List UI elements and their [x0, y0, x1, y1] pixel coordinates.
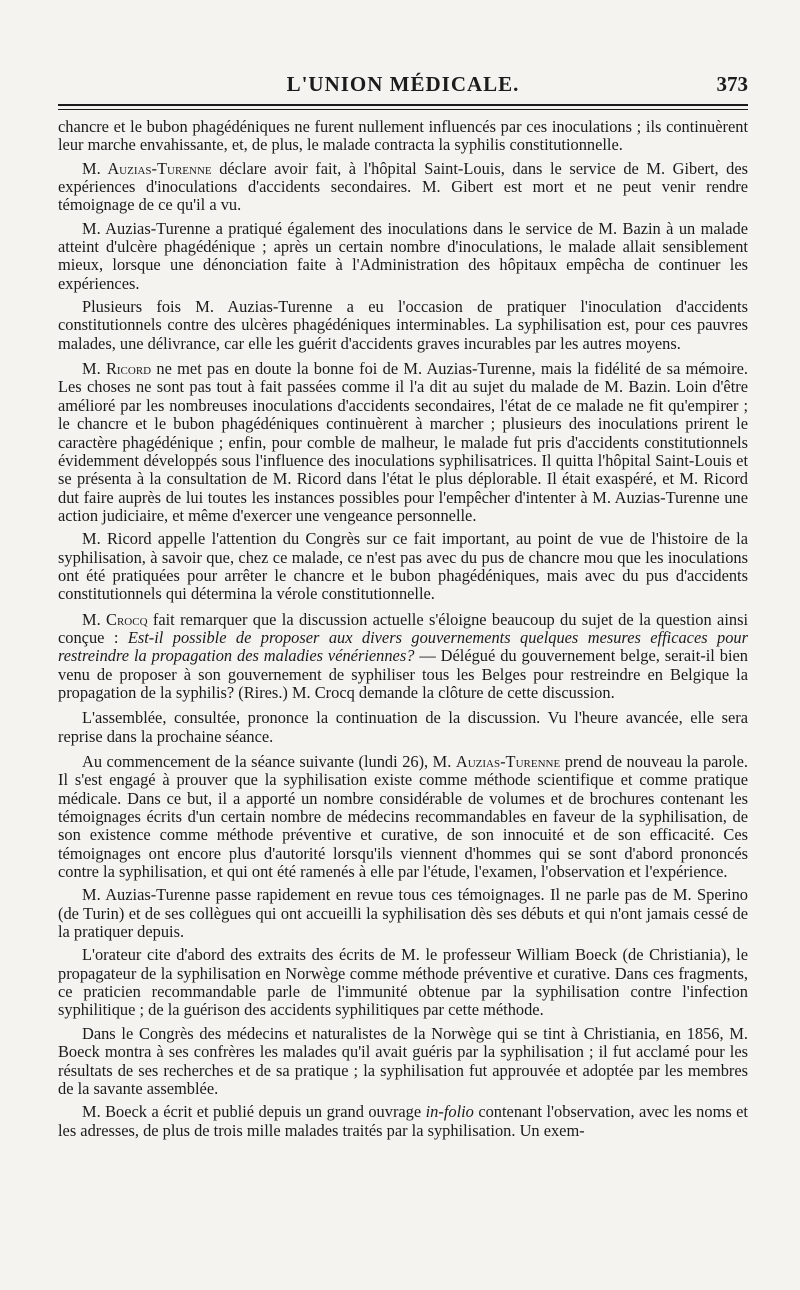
running-title: L'UNION MÉDICALE.: [286, 72, 520, 96]
paragraph: L'assemblée, consultée, prononce la continuation de la discussion. Vu l'heure avancée, elle sera reprise dans la prochaine séance.: [58, 708, 748, 746]
question-quote: Est-il possible de proposer aux divers gouvernements quelques mesures efficaces pour restreindre la propagation des maladies vénériennes?: [58, 627, 748, 666]
speaker-name: Auzias-Turenne: [455, 752, 561, 771]
paragraph: Au commencement de la séance suivante (lundi 26), M. Auzias-Turenne prend de nouveau la parole. Il s'est engagé à prouver que la syphilisation existe comme méthode scientifique et comme pratique médicale. Dans ce but, il a apporté un nombre considérable de volumes et de brochures contenant les témoignages écrits d'un certain nombre de médecins recommandables en faveur de la syphilisation, de son existence comme méthode préventive et curative, de son innocuité et de son efficacité. Ces témoignages ont encore plus d'autorité lorsqu'ils viennent d'hommes qui se sont d'abord prononcés contre la syphilisation, et qui ont été ramenés à elle par l'étude, l'examen, l'observation et l'expérience.: [58, 752, 748, 882]
page-header: [58, 72, 748, 102]
paragraph: chancre et le bubon phagédéniques ne furent nullement influencés par ces inoculations ; ils continuèrent leur marche envahissante, et, de plus, le malade contracta la syphilis constitutionnelle.: [58, 117, 748, 155]
page-number: 373: [716, 72, 748, 96]
italic-term: in-folio: [425, 1102, 474, 1122]
paragraph: M. Boeck a écrit et publié depuis un grand ouvrage in-folio contenant l'observation, avec les noms et les adresses, de plus de trois mille malades traités par la syphilisation. Un exem-: [58, 1102, 748, 1140]
paragraph: L'orateur cite d'abord des extraits des écrits de M. le professeur William Boeck (de Christiania), le propagateur de la syphilisation en Norwège comme méthode préventive et curative. Dans ces fragments, ce praticien recommandable parle de l'immunité obtenue par la syphilisation contre l'infection syphilitique ; de la guérison des accidents syphilitiques par cette méthode.: [58, 945, 748, 1020]
article-body: [58, 118, 748, 1145]
speaker-name: M. Auzias-Turenne: [82, 158, 212, 178]
paragraph: M. Crocq fait remarquer que la discussion actuelle s'éloigne beaucoup du sujet de la question ainsi conçue : Est-il possible de proposer aux divers gouvernements quelques mesures efficaces pour restreindre la propagation des maladies vénériennes? — Délégué du gouvernement belge, serait-il bien venu de proposer à son gouvernement de syphiliser tous les Belges pour restreindre en Belgique la propagation de la syphilis? (Rires.) M. Crocq demande la clôture de cette discussion.: [58, 609, 748, 702]
paragraph: M. Auzias-Turenne passe rapidement en revue tous ces témoignages. Il ne parle pas de M. Sperino (de Turin) et de ses collègues qui ont accueilli la syphilisation dès ses débuts et qui n'ont jamais cessé de la pratiquer depuis.: [58, 885, 748, 942]
speaker-name: M. Ricord: [82, 359, 152, 379]
paragraph: M. Ricord ne met pas en doute la bonne foi de M. Auzias-Turenne, mais la fidélité de sa mémoire. Les choses ne sont pas tout à fait passées comme il l'a dit au sujet du malade de M. Bazin. Loin d'être amélioré par les nombreuses inoculations d'accidents secondaires, l'état de ce malade ne fit qu'empirer ; le chancre et le bubon phagédéniques continuèrent à marcher ; plusieurs des inoculations prirent le caractère phagédénique ; enfin, pour comble de malheur, le malade fut pris d'accidents constitutionnels évidemment développés sous l'influence des inoculations syphilisatrices. Il quitta l'hôpital Saint-Louis et se présenta à la consultation de M. Ricord dans l'état le plus déplorable. Il était exaspéré, et M. Ricord dut faire auprès de lui toutes les instances possibles pour l'empêcher d'intenter à M. Auzias-Turenne une action judiciaire, et même d'exercer une vengeance personnelle.: [58, 359, 748, 525]
paragraph: M. Auzias-Turenne déclare avoir fait, à l'hôpital Saint-Louis, dans le service de M. Gibert, des expériences d'inoculations d'accidents secondaires. M. Gibert est mort et ne peut venir rendre témoignage de ce qu'il a vu.: [58, 158, 749, 215]
speaker-name: M. Crocq: [82, 609, 148, 629]
paragraph: Plusieurs fois M. Auzias-Turenne a eu l'occasion de pratiquer l'inoculation d'accidents constitutionnels contre des ulcères phagédéniques interminables. La syphilisation est, pour ces pauvres malades, une délivrance, car elle les guérit d'accidents graves incurables par les autres moyens.: [58, 297, 748, 353]
paragraph: M. Ricord appelle l'attention du Congrès sur ce fait important, au point de vue de l'histoire de la syphilisation, à savoir que, chez ce malade, ce n'est pas avec du pus de chancre mou que les inoculations ont été pratiquées pour arrêter le chancre et le bubon phagédéniques, mais avec du pus d'accidents constitutionnels qui détermina la vérole constitutionnelle.: [58, 529, 748, 604]
header-rule-thick: [58, 104, 748, 106]
header-rule-thin: [58, 109, 748, 110]
paragraph: Dans le Congrès des médecins et naturalistes de la Norwège qui se tint à Christiania, en 1856, M. Boeck montra à ses confrères les malades qu'il avait guéris par la syphilisation ; il fut acclamé pour les résultats de ses recherches et de sa pratique ; la syphilisation fut approuvée et adoptée par les membres de la savante assemblée.: [58, 1023, 748, 1098]
paragraph: M. Auzias-Turenne a pratiqué également des inoculations dans le service de M. Bazin à un malade atteint d'ulcère phagédénique ; après un certain nombre d'inoculations, le malade allait sensiblement mieux, lorsque une dénonciation faite à l'Administration des hôpitaux empêcha de continuer les expériences.: [58, 218, 748, 293]
